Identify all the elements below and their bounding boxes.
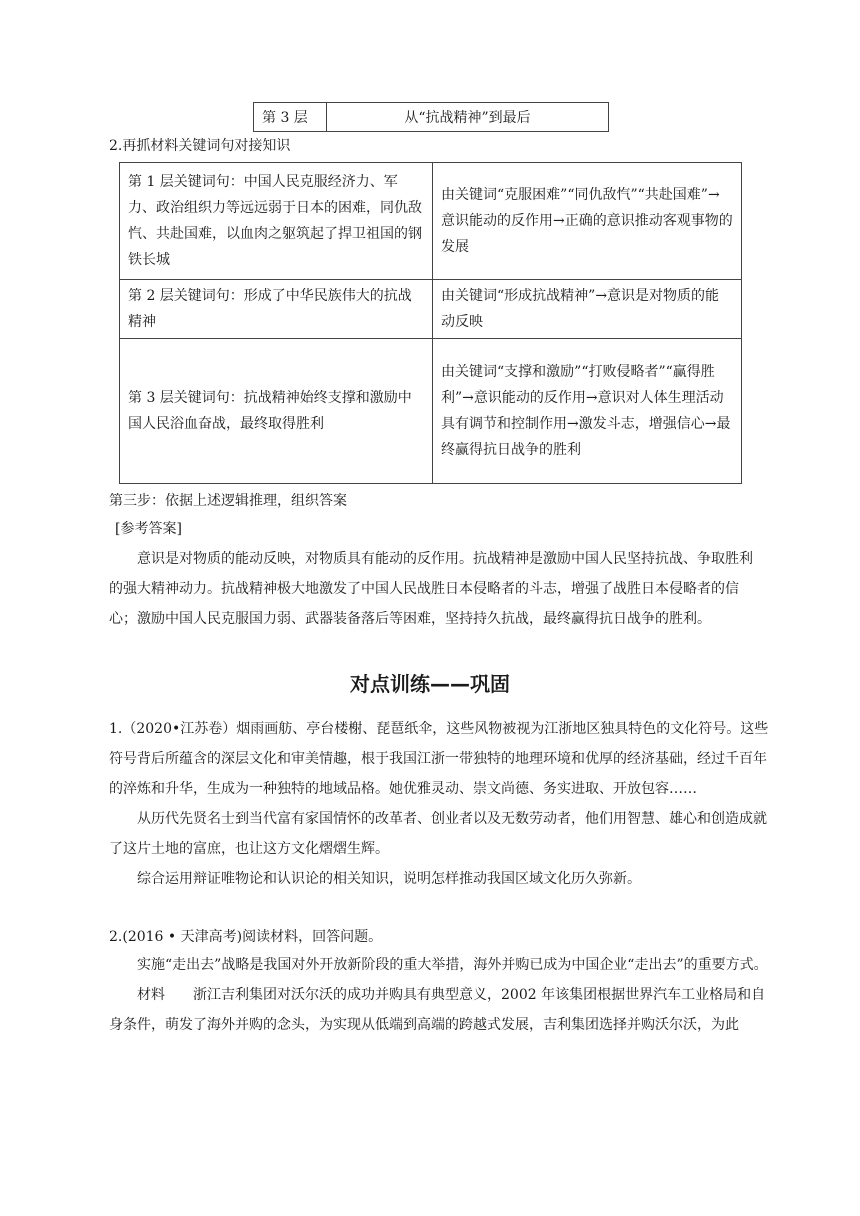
table-row xyxy=(120,280,742,339)
layer3-label: 第 3 层 xyxy=(254,103,327,132)
question-1-paragraph-1: 1.（2020•江苏卷）烟雨画舫、亭台楼榭、琵琶纸伞，这些风物被视为江浙地区独具特色的文化符号。这些符号背后所蕴含的深层文化和审美情趣，根于我国江浙一带独特的地理环境和优厚的经济基础，经过千百年的淬炼和升华，生成为一种独特的地域品格。她优雅灵动、崇文尚德、务实进取、开放包容…… xyxy=(109,721,769,797)
keyword-cell: 第 1 层关键词句：中国人民克服经济力、军力、政治组织力等远远弱于日本的困难，同仇敌忾、共赴国难，以血肉之躯筑起了捍卫祖国的钢铁长城 xyxy=(120,163,433,280)
keyword-cell: 第 3 层关键词句：抗战精神始终支撑和激励中国人民浴血奋战，最终取得胜利 xyxy=(120,339,433,484)
question-2-intro: 2.(2016 • 天津高考)阅读材料，回答问题。 xyxy=(109,929,383,945)
question-1-paragraph-3: 综合运用辩证唯物论和认识论的相关知识，说明怎样推动我国区域文化历久弥新。 xyxy=(137,871,641,887)
question-1-paragraph-2: 从历代先贤名士到当代富有家国情怀的改革者、创业者以及无数劳动者，他们用智慧、雄心和创造成就了这片土地的富庶，也让这方文化熠熠生辉。 xyxy=(109,811,767,857)
answer-paragraph: 意识是对物质的能动反映，对物质具有能动的反作用。抗战精神是激励中国人民坚持抗战、争取胜利的强大精神动力。抗战精神极大地激发了中国人民战胜日本侵略者的斗志，增强了战胜日本侵略者的信心；激励中国人民克服国力弱、武器装备落后等困难，坚持持久抗战，最终赢得抗日战争的胜利。 xyxy=(109,551,753,627)
table-row xyxy=(120,163,742,280)
analysis-cell: 由关键词“克服困难”“同仇敌忾”“共赴国难”→意识能动的反作用→正确的意识推动客观事物的发展 xyxy=(433,163,742,280)
layer3-table xyxy=(253,102,609,132)
analysis-cell: 由关键词“形成抗战精神”→意识是对物质的能动反映 xyxy=(433,280,742,339)
keyword-table xyxy=(119,162,742,484)
answer-label: [参考答案] xyxy=(115,521,182,537)
question-2 xyxy=(109,950,769,1040)
section-title: 对点训练——巩固 xyxy=(350,672,510,696)
question-1 xyxy=(109,714,769,894)
keyword-cell: 第 2 层关键词句：形成了中华民族伟大的抗战精神 xyxy=(120,280,433,339)
question-2-paragraph-1: 实施“走出去”战略是我国对外开放新阶段的重大举措，海外并购已成为中国企业“走出去”的重要方式。 xyxy=(137,957,768,973)
layer3-value: 从“抗战精神”到最后 xyxy=(327,103,609,132)
table-row xyxy=(120,339,742,484)
step2-heading: 2.再抓材料关键词句对接知识 xyxy=(109,138,291,154)
analysis-cell: 由关键词“支撑和激励”“打败侵略者”“赢得胜利”→意识能动的反作用→意识对人体生理活动具有调节和控制作用→激发斗志，增强信心→最终赢得抗日战争的胜利 xyxy=(433,339,742,484)
step3-heading: 第三步：依据上述逻辑推理，组织答案 xyxy=(109,493,347,509)
question-2-material: 材料 浙江吉利集团对沃尔沃的成功并购具有典型意义，2002 年该集团根据世界汽车工业格局和自身条件，萌发了海外并购的念头，为实现从低端到高端的跨越式发展，吉利集团选择并购沃尔沃，为此 xyxy=(109,987,766,1033)
